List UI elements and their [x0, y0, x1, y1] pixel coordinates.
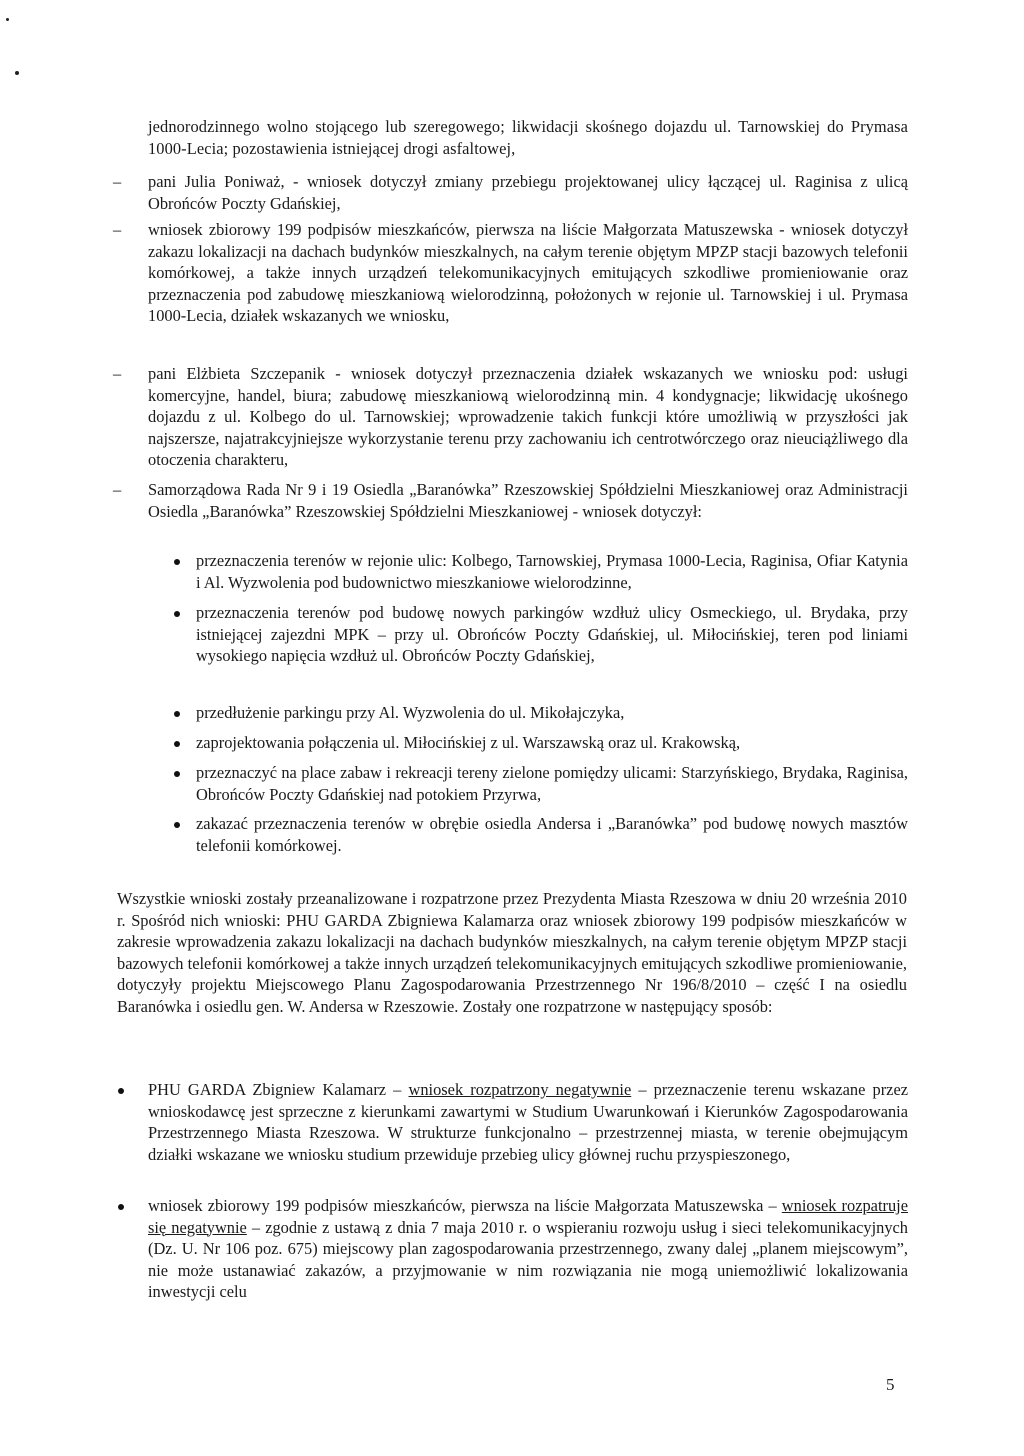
- bullet-icon: [174, 822, 180, 828]
- sub-bullet-item: przeznaczyć na place zabaw i rekreacji tereny zielone pomiędzy ulicami: Starzyńskiego, Brydaka, Raginisa, Obrońców Poczty Gdańskiej nad potokiem Przyrwa,: [196, 763, 908, 804]
- dash-marker: [113, 479, 123, 501]
- continuation-paragraph: jednorodzinnego wolno stojącego lub szeregowego; likwidacji skośnego dojazdu ul. Tarnowskiej do Prymasa 1000-Lecia; pozostawienia istniejącej drogi asfaltowej,: [148, 117, 908, 158]
- resolution-rest: – zgodnie z ustawą z dnia 7 maja 2010 r. o wspieraniu rozwoju usług i sieci telekomunikacyjnych (Dz. U. Nr 106 poz. 675) miejscowy plan zagospodarowania przestrzennego, zwany dalej „planem miejscowym”, nie może ustanawiać zakazów, a przyjmowanie w nim rozwiązania nie mogą uniemożliwić lokalizowania inwestycji celu: [148, 1217, 908, 1302]
- bullet-icon: [174, 771, 180, 777]
- page-number: 5: [886, 1375, 895, 1394]
- resolution-lead: PHU GARDA Zbigniew Kalamarz –: [148, 1080, 409, 1099]
- dash-item-szczepanik: pani Elżbieta Szczepanik - wniosek dotyczył przeznaczenia działek wskazanych we wniosku pod: usługi komercyjne, handel, biura; zabudowę mieszkaniową wielorodzinną min. 4 kondygnacje; likwidację ukośnego dojazdu z ul. Kolbego do ul. Tarnowskiej; wprowadzenie takich funkcji które umożliwią w przyszłości jak najszersze, najatrakcyjniejsze wykorzystanie terenu przy zachowaniu ich centrotwórczego oraz nieuciążliwego dla otoczenia charakteru,: [148, 364, 908, 470]
- dash-item-matuszewska: wniosek zbiorowy 199 podpisów mieszkańców, pierwsza na liście Małgorzata Matuszewska - wniosek dotyczył zakazu lokalizacji na dachach budynków mieszkalnych, na całym terenie objętym MPZP stacji bazowych telefonii komórkowej, a także innych urządzeń telekomunikacyjnych emitujących szkodliwe promieniowanie oraz przeznaczenia pod zabudowę mieszkaniową wielorodzinną, położonych w rejonie ul. Tarnowskiej i ul. Prymasa 1000-Lecia, działek wskazanych we wniosku,: [148, 220, 908, 326]
- resolution-item-zbiorowy: [148, 1195, 908, 1303]
- summary-paragraph: Wszystkie wnioski zostały przeanalizowane i rozpatrzone przez Prezydenta Miasta Rzeszowa w dniu 20 września 2010 r. Spośród nich wnioski: PHU GARDA Zbigniewa Kalamarza oraz wniosek zbiorowy 199 podpisów mieszkańców w zakresie wprowadzenia zakazu lokalizacji na dachach budynków mieszkalnych, na całym terenie objętym MPZP stacji bazowych telefonii komórkowej a także innych urządzeń telekomunikacyjnych emitujących szkodliwe promieniowanie, dotyczyły projektu Miejscowego Planu Zagospodarowania Przestrzennego Nr 196/8/2010 – część I na osiedlu Baranówka i osiedlu gen. W. Andersa w Rzeszowie. Zostały one rozpatrzone w następujący sposób:: [117, 889, 907, 1016]
- sub-bullet-item: zaprojektowania połączenia ul. Miłocińskiej z ul. Warszawską oraz ul. Krakowską,: [196, 733, 741, 752]
- dash-marker: [113, 363, 123, 385]
- dash-item-samorzadowa-rada: Samorządowa Rada Nr 9 i 19 Osiedla „Baranówka” Rzeszowskiej Spółdzielni Mieszkaniowej oraz Administracji Osiedla „Baranówka” Rzeszowskiej Spółdzielni Mieszkaniowej - wniosek dotyczył:: [148, 480, 908, 521]
- bullet-icon: [118, 1204, 124, 1210]
- dash-marker: [113, 219, 123, 241]
- resolution-rest: – przeznaczenie terenu wskazane przez wnioskodawcę jest sprzeczne z kierunkami zawartymi w Studium Uwarunkowań i Kierunków Zagospodarowania Przestrzennego Miasta Rzeszowa. W strukturze funkcjonalno – przestrzennej miasta, w terenie obejmującym działki wskazane we wniosku studium przewiduje przebieg ulicy głównej ruchu przyspieszonego,: [148, 1080, 908, 1164]
- bullet-icon: [118, 1088, 124, 1094]
- bullet-icon: [174, 611, 180, 617]
- scan-speck: [15, 71, 19, 75]
- sub-bullet-item: przeznaczenia terenów w rejonie ulic: Kolbego, Tarnowskiej, Prymasa 1000-Lecia, Raginisa, Ofiar Katynia i Al. Wyzwolenia pod budownictwo mieszkaniowe wielorodzinne,: [196, 551, 908, 592]
- resolution-lead: wniosek zbiorowy 199 podpisów mieszkańców, pierwsza na liście Małgorzata Matuszewska –: [148, 1196, 782, 1215]
- resolution-verdict: wniosek rozpatrzony negatywnie: [408, 1080, 632, 1099]
- bullet-icon: [174, 741, 180, 747]
- dash-item-poniwaz: pani Julia Poniważ, - wniosek dotyczył zmiany przebiegu projektowanej ulicy łączącej ul. Raginisa z ulicą Obrońców Poczty Gdańskiej,: [148, 172, 908, 213]
- bullet-icon: [174, 559, 180, 565]
- bullet-icon: [174, 711, 180, 717]
- sub-bullet-item: przedłużenie parkingu przy Al. Wyzwolenia do ul. Mikołajczyka,: [196, 703, 625, 722]
- sub-bullet-item: zakazać przeznaczenia terenów w obrębie osiedla Andersa i „Baranówka” pod budowę nowych masztów telefonii komórkowej.: [196, 814, 908, 855]
- sub-bullet-item: przeznaczenia terenów pod budowę nowych parkingów wzdłuż ulicy Osmeckiego, ul. Brydaka, przy istniejącej zajezdni MPK – przy ul. Obrońców Poczty Gdańskiej, ul. Miłocińskiej, teren pod liniami wysokiego napięcia wzdłuż ul. Obrońców Poczty Gdańskiej,: [196, 603, 908, 666]
- scan-speck: [6, 18, 9, 21]
- dash-marker: [113, 171, 123, 193]
- resolution-item-garda: [148, 1079, 908, 1165]
- resolution-verdict: wniosek rozpatruje się negatywnie: [148, 1196, 908, 1237]
